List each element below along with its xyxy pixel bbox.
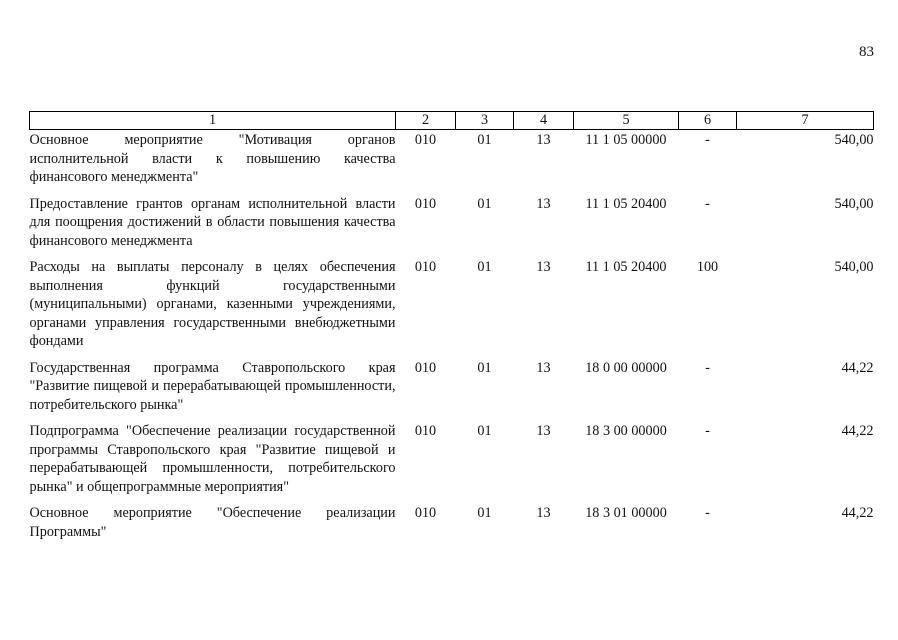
row-c6: - — [705, 132, 710, 148]
row-c3: 01 — [477, 195, 492, 212]
row-c2: 010 — [414, 259, 437, 275]
row-c3: 01 — [477, 359, 492, 376]
row-name: Государственная программа Ставропольского края "Развитие пищевой и перерабатывающей промышленности, потребительского рынка" — [29, 359, 396, 413]
row-name: Основное мероприятие "Мотивация органов исполнительной власти к повышению качества финансового менеджмента" — [29, 132, 396, 185]
row-c3: 01 — [477, 132, 492, 148]
row-c2: 010 — [414, 132, 437, 148]
col-header-6: 6 — [679, 112, 737, 130]
row-c4: 13 — [536, 132, 551, 148]
row-c5: 18 3 01 00000 — [585, 505, 667, 521]
row-c3: 01 — [477, 423, 492, 439]
table-row — [30, 258, 874, 359]
table-row — [30, 359, 874, 423]
row-c6: - — [705, 505, 710, 521]
row-c7: 44,22 — [841, 505, 874, 521]
row-c2: 010 — [414, 423, 437, 439]
table-header-row — [30, 112, 874, 130]
row-c7: 44,22 — [841, 423, 874, 439]
row-c7: 44,22 — [841, 359, 874, 376]
page-number: 83 — [859, 44, 874, 60]
row-c5: 18 3 00 00000 — [585, 423, 667, 439]
row-c7: 540,00 — [834, 195, 874, 212]
row-c6: - — [705, 359, 710, 376]
col-header-5: 5 — [574, 112, 679, 130]
row-name: Расходы на выплаты персоналу в целях обеспечения выполнения функций государственными (муниципальными) органами, казенными учреждениями, органами управления государственными внебюджетными фондами — [29, 259, 396, 349]
row-c6: - — [705, 423, 710, 439]
table-row — [30, 195, 874, 259]
row-c2: 010 — [414, 359, 437, 376]
row-c2: 010 — [414, 505, 437, 521]
row-c5: 11 1 05 20400 — [585, 195, 667, 212]
row-c7: 540,00 — [834, 132, 874, 148]
col-header-1: 1 — [30, 112, 396, 130]
row-c4: 13 — [536, 195, 551, 212]
table-row — [30, 504, 874, 549]
table-row — [30, 422, 874, 504]
row-c5: 18 0 00 00000 — [585, 359, 667, 376]
row-name: Подпрограмма "Обеспечение реализации государственной программы Ставропольского края "Развитие пищевой и перерабатывающей промышленности, потребительского рынка" и общепрограммные мероприятия" — [29, 423, 396, 495]
col-header-7: 7 — [737, 112, 874, 130]
row-c6: - — [705, 195, 710, 212]
col-header-4: 4 — [514, 112, 574, 130]
col-header-3: 3 — [456, 112, 514, 130]
row-c4: 13 — [536, 359, 551, 376]
row-c5: 11 1 05 20400 — [585, 259, 667, 275]
row-name: Основное мероприятие "Обеспечение реализации Программы" — [29, 505, 396, 540]
row-c3: 01 — [477, 505, 492, 521]
row-c2: 010 — [414, 195, 437, 212]
row-c4: 13 — [536, 505, 551, 521]
row-c5: 11 1 05 00000 — [585, 132, 667, 148]
table-row — [30, 130, 874, 195]
row-c6: 100 — [696, 259, 719, 275]
col-header-2: 2 — [396, 112, 456, 130]
row-c7: 540,00 — [834, 259, 874, 275]
budget-table — [29, 111, 874, 549]
row-c4: 13 — [536, 259, 551, 275]
row-c3: 01 — [477, 259, 492, 275]
row-c4: 13 — [536, 423, 551, 439]
row-name: Предоставление грантов органам исполнительной власти для поощрения достижений в области повышения качества финансового менеджмента — [29, 195, 396, 249]
